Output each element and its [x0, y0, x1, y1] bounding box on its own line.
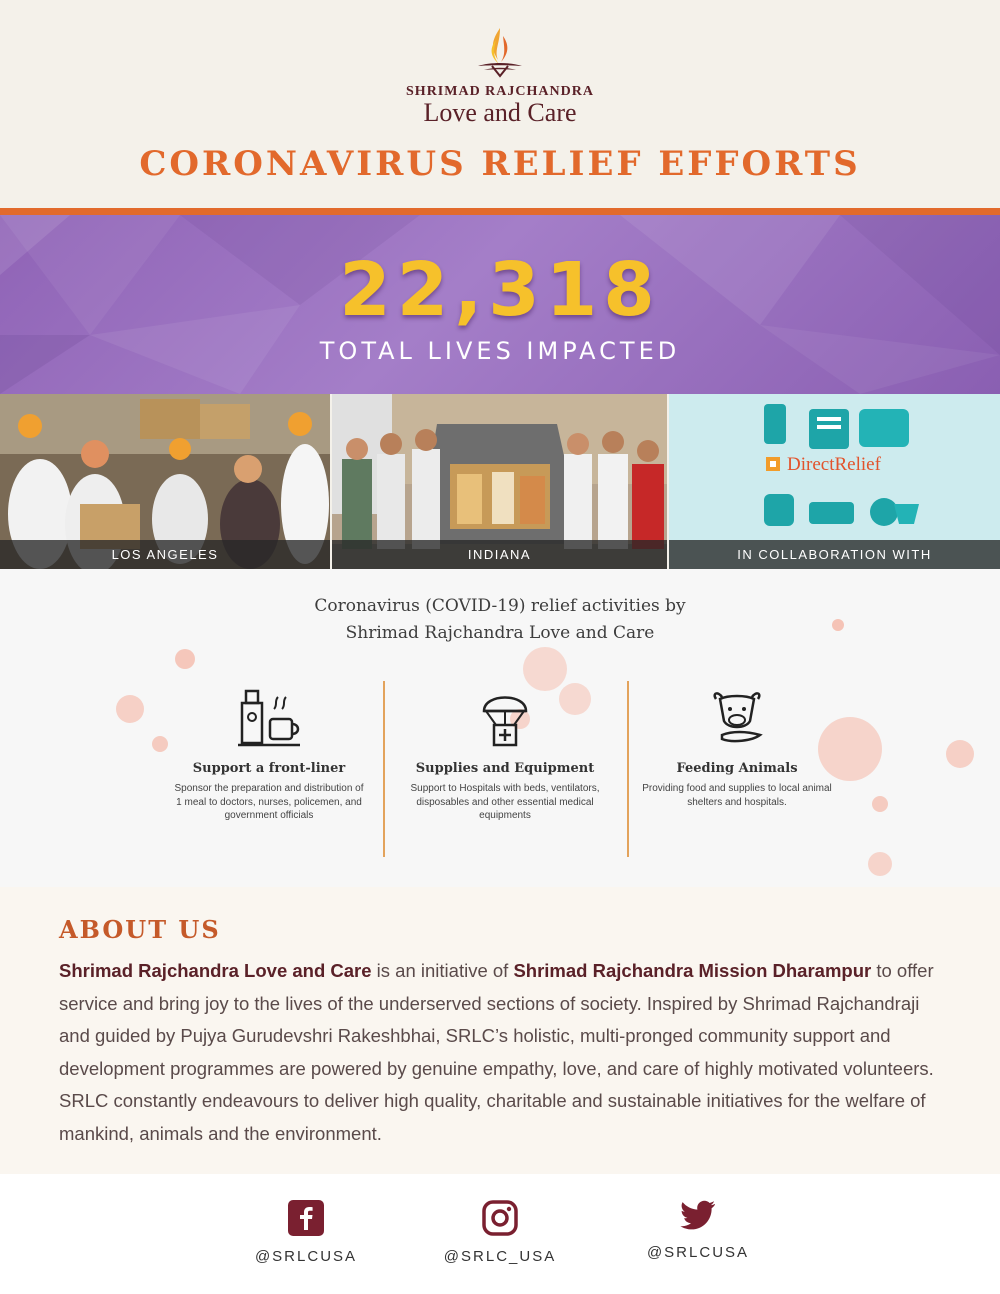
stats-banner [0, 215, 1000, 394]
social-handle[interactable]: @SRLCUSA [254, 1248, 358, 1265]
org-name: Shrimad Rajchandra Love and Care [59, 960, 372, 981]
header [0, 0, 1000, 208]
photo-los-angeles [0, 394, 330, 569]
activity-description: Support to Hospitals with beds, ventilators, disposables and other essential medical equipments [410, 783, 600, 821]
activities-heading [0, 593, 1000, 647]
activity-title: Support a front-liner [192, 761, 346, 776]
lives-count: 22,318 [339, 247, 661, 333]
twitter-icon[interactable] [680, 1200, 716, 1232]
partner-panel [669, 394, 1000, 569]
activity-description: Providing food and supplies to local animal shelters and hospitals. [642, 783, 832, 808]
social-instagram[interactable] [420, 1200, 580, 1265]
social-twitter[interactable] [618, 1200, 778, 1261]
photo-indiana [332, 394, 667, 569]
activity-supplies [390, 687, 620, 823]
meal-icon [234, 687, 304, 749]
column-divider [383, 681, 385, 857]
medical-illustration [669, 394, 1000, 540]
about-paragraph [59, 955, 939, 1151]
direct-relief-logo: DirectRelief [787, 454, 881, 475]
facebook-icon[interactable] [288, 1200, 324, 1236]
photo-caption: LOS ANGELES [0, 540, 330, 569]
org-name-large: Love and Care [423, 98, 577, 127]
instagram-icon[interactable] [482, 1200, 518, 1236]
page-title: CORONAVIRUS RELIEF EFFORTS [139, 144, 861, 184]
about-text-part: to offer service and bring joy to the lives of the underserved sections of society. Inspired by Shrimad Rajchandraji and guided by Pujya Gurudevshri Rakeshbhai, SRLC’s holistic, multi-pronged community support and development programmes are powered by genuine empathy, love, and care of highly motivated volunteers. SRLC constantly endeavours to deliver high quality, charitable and sustainable initiatives for the welfare of mankind, animals and the environment. [59, 960, 934, 1144]
medical-supply-icon [470, 687, 540, 749]
org-name-small: SHRIMAD RAJCHANDRA [406, 84, 594, 99]
activities-section [0, 569, 1000, 887]
activity-feeding-animals [622, 687, 852, 809]
about-heading: ABOUT US [59, 915, 221, 944]
photo-caption: INDIANA [332, 540, 667, 569]
social-facebook[interactable] [226, 1200, 386, 1265]
divider [0, 208, 1000, 215]
about-section [0, 887, 1000, 1174]
activity-description: Sponsor the preparation and distribution of 1 meal to doctors, nurses, policemen, and government officials [174, 783, 364, 821]
flame-logo-icon [470, 26, 530, 80]
photo-caption: IN COLLABORATION WITH [669, 540, 1000, 569]
cow-icon [702, 687, 772, 749]
social-handle[interactable]: @SRLC_USA [443, 1248, 557, 1265]
about-text-part: is an initiative of [371, 960, 514, 981]
photo-strip [0, 394, 1000, 569]
activity-front-liner [154, 687, 384, 823]
social-handle[interactable]: @SRLCUSA [646, 1244, 750, 1261]
lives-label: TOTAL LIVES IMPACTED [319, 337, 681, 365]
activity-title: Supplies and Equipment [415, 761, 595, 776]
mission-name: Shrimad Rajchandra Mission Dharampur [513, 960, 872, 981]
activity-title: Feeding Animals [676, 761, 798, 776]
heading-line-1: Coronavirus (COVID-19) relief activities by [314, 596, 686, 616]
social-footer [0, 1174, 1000, 1294]
heading-line-2: Shrimad Rajchandra Love and Care [345, 623, 655, 643]
